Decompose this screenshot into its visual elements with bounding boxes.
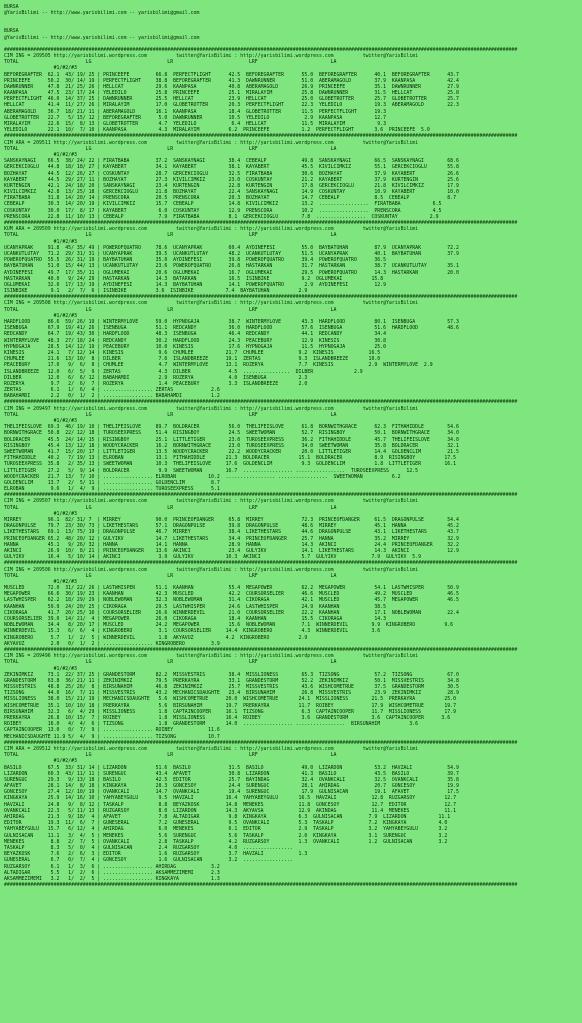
table-row: LIKETHESTARS 69.1 13/ 75/ 19 | DRAGONPULSE 46.7 MIRREY 38.4 LIKETHESTARS 44.6 DRAGONPULSE 43.1 LIKETHESTARS 43.7 (4, 529, 459, 536)
separator-line: ################################################################################################################################################################################ (4, 220, 518, 226)
table-row: RISINGBOY 45.4 13/ 12/ 18 | WOODYCRACKER 16.2 BORNWITHGRACE 23.0 TUROSEEXPRESS 34.0 SWEETWOMAN 35.8 BOLDRACER 32.1 (4, 442, 459, 449)
table-row: UCANYAPRAK 91.8 45/ 35/ 49 | POWEROFQUATRO 78.6 UCANYAPRAK 60.4 AYDINEFESI 55.0 BAYBATUHAN 87.9 UCANYAPRAK 72.2 (4, 244, 459, 251)
table-row: MIRREY 96.1 82/ 31/ 7 | MIRREY 90.0 PRINCEOFDANGER 65.8 MIRREY 72.3 PRINCEOFDANGER 61.5 DRAGONPULSE 54.4 (4, 517, 459, 523)
table-row: COSKUNTAY 30.0 17/ 8/ 17 | KAYABERT 6.0 COSKUNTAY 12.9 PRENSCORA 10.2 ................. PRENSCORA 4.5 (4, 207, 442, 214)
separator-line: ################################################################################################################################################################################ (4, 46, 518, 53)
table-row: ABERAMAGOLD 36.7 18/ 21/ 11 | ABERAMAGOLD 16.1 KAANPASA 18.4 GLOBETROTTER 11.5 PERFECTFLIGHT 19.3 (4, 108, 387, 115)
section-title: CIM ING = 209496 http://yarisbilimi.wordpress.com twitter@YarisBilimi : http://yarisbilimi.wordpress.com twitter@YarisBilimi (4, 653, 419, 660)
table-row: GERCEKCIOGLU 44.8 18/ 18/ 27 | KAYABERT 34.1 KAYABERT 38.1 KAYABERT 45.5 KIVILCIMKIZ 55.1 GERCEKCIOGLU 55.8 (4, 164, 459, 171)
table-row: #1/#2/#3 (4, 418, 77, 424)
table-row: LIZARDON 60.3 43/ 11/ 11 | SURENGUC 43.4 AFAVET 30.8 LIZARDON 41.3 BASILO 43.5 BASILO 39.7 (4, 770, 459, 777)
table-row: ELROBAN 9.6 1/ 4/ 9 | ................. TUROSEEXPRESS 5.1 (4, 486, 220, 493)
table-row: GULYIKV 16.4 5/ 10/ 14 | AKINCI 3.9 GULYIKV 10.3 AKINCI 5.7 GULYIKV 7.9 GULYIKV 5.9 (4, 554, 422, 561)
table-row: MUSCLED 72.0 31/ 22/ 26 | LASTWHISPER 51.1 KAANHAN 55.4 MEGAPOWER 62.2 MEGAPOWER 54.1 LASTWHISPER 50.9 (4, 585, 459, 592)
table-row: MISSVESTRIS 48.8 25/ 26/ 8 | BIRSUNAHIM 46.8 ZEKINIMKIZ 25.7 MISSVESTRIS 43.6 WISHCOMETRUE 37.5 GRANDESTORM 30.5 (4, 684, 459, 691)
section-title: CIM ING = 209505 http://yarisbilimi.wordpress.com twitter@YarisBilimi : http://yarisbilimi.wordpress.com twitter@YarisBilimi (4, 52, 419, 59)
table-row: WOODYCRACKER 21.7 13/ 7/ 10 | ................. ELROBAN 10.2 ................. ................. SWEETWOMAN 6.2 (4, 473, 401, 480)
table-row: FIRATBABA 31.8 14/ 20/ 14 | PRENSCORA 20.5 PRENSCORA 20.3 BOZHAYAT 14.7 CEBEALP 8.5 CEBEALP 8.7 (4, 195, 457, 202)
separator-line: ################################################################################################################################################################################ (4, 294, 518, 301)
race-section (4, 492, 578, 560)
table-row: GUNESERAL 6.7 0/ 7/ 4 | GONCESOY 1.6 GULNISACAN 3.2 ................. (4, 857, 293, 864)
section-column-header: TOTAL LG LR LRF LA (4, 232, 337, 239)
table-row: ALTADIGAR 5.5 1/ 2/ 6 | ................. AKSAMMEZIMEMI 2.3 (4, 869, 220, 876)
race-section (4, 560, 578, 647)
table-row: AKSAMMEZIMEMI 3.2 1/ 2/ 5 | ................. KINGKAYA 1.3 (4, 875, 220, 882)
section-column-header: TOTAL LG LR LRF LA (4, 572, 337, 579)
table-row: KAANPASA 47.5 23/ 17/ 24 | YELEDILO 25.8 PRINCEEFE 25.1 MIRALAYIM 25.8 DAWNRUNNER 31.5 HELLCAT 25.8 (4, 90, 459, 97)
table-row: LITTLETIGER 27.2 5/ 9/ 14 | BOLDRACER 9.9 SWEETWOMAN 16.7 ................. ................. TUROSEEXPRESS 12.5 (4, 467, 419, 474)
table-row: #1/#2/#3 (4, 665, 77, 672)
table-row: REDCANDY 64.7 19/ 43/ 30 | HARDFLOOD 48.3 ISENBUGA 46.4 REDCANDY 44.1 REDCANDY 34.4 (4, 331, 387, 338)
separator-line: ################################################################################################################################################################################ (4, 646, 518, 653)
table-row: WISHCOMETRUE 35.1 10/ 10/ 18 | PRERKAYRA 5.6 BIRSUNAHIM 19.7 PRERKAYRA 11.7 ROIBEY 17.9 WISHCOMETRUE 19.7 (4, 702, 457, 709)
table-row: TUROSEEXPRESS 35.8 2/ 35/ 13 | SWEETWOMAN 10.3 THELIFEISLOVE 17.6 GOLDENCLIM 9.3 GOLDENCLIM 1.8 LITTLETIGER 16.1 (4, 461, 457, 468)
table-row: SURENGUC 29.3 9/ 13/ 18 | BASILO 42.5 EDITOR 25.7 BAYINDAG 32.4 OVANKCALI 32.5 OVANKCALI 35.8 (4, 776, 459, 783)
table-row: ZEKINIMKIZ 73.1 22/ 37/ 25 | GRANDESTORM 82.2 MISSVESTRIS 38.4 MISSLIONESS 65.3 TIZSONG 57.2 TIZSONG 67.0 (4, 671, 459, 678)
table-row: CAPTAINCOOPER 13.0 0/ 7/ 9 | ................. ROIBEY 11.6 (4, 727, 220, 734)
section-title: KUM ARA = 209509 http://yarisbilimi.wordpress.com twitter@YarisBilimi : http://yarisbilimi.wordpress.com twitter@YarisBilimi (4, 226, 419, 233)
table-row: PRERKAYRA 26.8 10/ 15/ 7 | ROIBEY 1.8 MISSLIONESS 16.4 ROIBEY 3.6 GRANDESTORM 3.6 CAPTAINCOOPER 3.6 (4, 715, 451, 721)
table-row: GOLDENCLIM 13.7 2/ 5/ 11 | ................. GOLDENCLIM 8.7 (4, 479, 220, 486)
table-row: TASKALP 8.3 5/ 0/ 4 | GULNISACAN 2.4 RUZGARSOY 4.0 ................. (4, 844, 293, 851)
section-column-header: TOTAL LG LR LRF LA (4, 504, 337, 511)
table-row: YAHYABEYGULU 15.7 6/ 12/ 4 | AHIRDAG 6.0 MENEKES 6.1 EDITOR 2.9 TASKALP 3.2 YAHYABEYGULU 3.2 (4, 826, 448, 833)
table-row: POWEROFQUATRO 55.5 26/ 31/ 19 | BAYBATUHAN 35.0 AYDINEFESI 39.8 POWEROFQUATRO 39.4 POWEROFQUATRO 36.5 (4, 257, 387, 264)
table-row: KIVILCIMKIZ 42.8 13/ 25/ 18 | GERCEKCIOGLU 21.8 BOZHAYAT 22.4 SANSKAYNAGI 14.9 COSKUNTAY 10.9 KAYABERT 10.0 (4, 189, 459, 196)
table-row: AKYAVUZ 2.0 0/ 1/ 2 | ................. KINGROBERO 3.9 (4, 640, 220, 647)
race-sections (4, 47, 578, 889)
table-row: SANSKAYNAGI 66.5 38/ 24/ 22 | FIRATBABA 37.2 SANSKAYNAGI 38.4 CEBEALP 49.8 SANSKAYNAGI 66.5 SANSKAYNAGI 68.6 (4, 158, 459, 165)
table-row: BIRSUNAHIM 32.3 6/ 4/ 29 | MISSLIONESS 1.8 CAPTAINCOOPER 16.1 TIZSONG 6.3 CAPTAINCOOPER 11.7 MISSLIONESS 17.9 (4, 708, 457, 715)
table-row: DRAGONPULSE 79.7 23/ 30/ 73 | LIKETHESTARS 57.1 DRAGONPULSE 39.8 DRAGONPULSE 48.6 MIRREY 45.1 HANNA 45.2 (4, 523, 459, 530)
table-row: SWEETWOMAN 41.7 15/ 20/ 17 | LITTLETIGER 13.5 WOODYCRACKER 22.2 WOODYCRACKER 20.0 LITTLETIGER 14.4 GOLDENCLIM 21.5 (4, 448, 459, 455)
table-row: GLOBETROTTER 22.7 5/ 15/ 12 | BEFOREGRAFTER 5.0 DAWNRUNNER 10.5 YELEDILO 2.9 KAANPASA 12.7 (4, 114, 387, 121)
section-column-header: TOTAL LG LR LRF LA (4, 411, 337, 418)
separator-line: ################################################################################################################################################################################ (4, 739, 518, 746)
table-row: WINTERMYLOVE 48.3 27/ 18/ 24 | REDCANDY 30.2 HARDFLOOD 24.3 PEACEBURY 12.9 KINESIS 30.8 (4, 337, 387, 344)
table-row: ROIBEY 16.0 4/ 4/ 6 | TIZSONG 1.8 GRANDESTORM 14.0 ................. ................. BIRSUNAHIM 3.6 (4, 721, 419, 728)
section-title: CIM ING = 209506 http://yarisbilimi.wordpress.com twitter@YarisBilimi : http://yarisbilimi.wordpress.com twitter@YarisBilimi (4, 566, 419, 573)
race-section (4, 294, 578, 399)
subheader-city: BURSA (4, 28, 19, 35)
table-row: #1/#2/#3 (4, 238, 77, 245)
separator-line: ################################################################################################################################################################################ (4, 492, 518, 499)
table-row: BOLDRACER 45.5 24/ 14/ 15 | RISINGBOY 25.1 LITTLETIGER 23.0 TUROSEEXPRESS 36.2 FITHAHIDDLE 45.7 THELIFEISLOVE 34.0 (4, 436, 459, 443)
table-row: HASTARKAN 40.0 9/ 24/ 29 | HASTARKAN 14.3 BATARKAN 16.5 ISINBIKE 9.2 OGLUMEKAI 15.8 (4, 275, 384, 282)
table-row: GONCESOY 27.4 12/ 10/ 19 | OVANKCALI 14.7 OVANKCALI 19.4 SURENGUC 17.9 GULNISACAN 19.1 AFAVET 17.5 (4, 789, 459, 796)
table-row: MEGAPOWER 66.6 30/ 19/ 23 | KAANHAN 42.3 MUSCLED 42.2 COURSORSELIER 46.6 MUSCLED 49.2 MUSCLED 46.5 (4, 591, 459, 598)
table-row: PRENSCORA 22.8 11/ 10/ 13 | CEBEALP 7.9 FIRATBABA 8.1 GERCEKCIOGLU 7.8 ................. COSKUNTAY 2.9 (4, 213, 439, 220)
table-row: UCANKUTLUTAY 71.2 29/ 31/ 31 | UCANYAPRAK 39.5 UCANKUTLUTAY 48.2 UCANKUTLUTAY 51.5 UCANYAPRAK 40.1 BAYBATUHAN 37.9 (4, 250, 459, 257)
section-column-header: TOTAL LG LR LRF LA (4, 145, 337, 152)
table-row: KINESIS 24.1 7/ 12/ 14 | KINESIS 9.6 CHUMLEE 21.7 CHUMLEE 9.2 KINESIS 16.5 (4, 349, 381, 356)
table-row: EDITOR 19.3 11/ 6/ 7 | GUNESERAL 7.2 GUNESERAL 9.5 OVANKCALI 5.3 TASKALP 7.2 KINGKAYA 4.0 (4, 820, 448, 827)
table-row: TIZSONG 44.0 16/ 7/ 11 | MISSVESTRIS 43.2 MECHANICSDAUGHTE 23.4 BIRSUNAHIM 26.8 MISSVESTRIS 23.9 ZEKINIMKIZ 28.9 (4, 690, 459, 697)
table-row: DILBER 12.0 6/ 6/ 12 | BABAHAMDI 2.9 ROZERYA 4.0 ISENBUGA 2.3 (4, 374, 308, 381)
table-row: CEBEALP 30.3 14/ 20/ 19 | KIVILCIMKIZ 15.7 CEBEALP 14.8 KIVILCIMKIZ 13.2 ................. FIRATBABA 6.5 (4, 201, 442, 208)
table-row: BAYBATUHAN 51.0 15/ 44/ 13 | UCANKUTLUTAY 23.6 POWEROFQUATRO 26.8 HASTARKAN 31.7 HASTARKAN 38.7 UCANKUTLUTAY 35.1 (4, 263, 459, 270)
section-title: CIM ARA = 209512 http://yarisbilimi.wordpress.com twitter@YarisBilimi : http://yarisbilimi.wordpress.com twitter@YarisBilimi (4, 745, 419, 752)
table-row: WINNERDEVIL 15.3 6/ 6/ 4 | KINGROBERO 3.1 COURSORSELIER 14.4 KINGROBERO 4.3 WINNERDEVIL 3.6 (4, 628, 381, 635)
separator-line: ################################################################################################################################################################################ (4, 882, 518, 889)
race-section (4, 133, 578, 220)
table-row: #1/#2/#3 (4, 578, 77, 585)
table-row: PEACEBURY 17.0 9/ 6/ 8 | CHUMLEE 4.7 WINTERMYLOVE 13.1 ROZERYA 7.7 KINESIS 2.9 WINTERMYLOVE 2.9 (4, 362, 433, 369)
section-title: CIM ING = 209497 http://yarisbilimi.wordpress.com twitter@YarisBilimi : http://yarisbilimi.wordpress.com twitter@YarisBilimi (4, 405, 419, 412)
table-row: NOBLEWOMAN 34.4 8/ 20/ 17 | MUSCLED 24.2 MEGAPOWER 15.6 NOBLEWOMAN 7.1 WINNERDEVIL 9.9 KINGROBERO 9.6 (4, 622, 454, 629)
table-row: ROZERYA 9.7 2/ 6/ 7 | ROZERYA 1.4 PEACEBURY 3.3 ISLANDBREEZE 2.0 (4, 380, 308, 387)
separator-line: ################################################################################################################################################################################ (4, 399, 518, 406)
table-row: YELEDILO 22.1 10/ 7/ 10 | KAANPASA 4.3 MIRALAYIM 6.2 PRINCEEFE 1.2 PERFECTFLIGHT 3.6 PRINCEEFE 5.0 (4, 127, 430, 134)
table-row: AFAVET 28.1 14/ 8/ 18 | KINGKAYA 28.3 GONCESOY 24.4 SURENGUC 28.1 AHIRDAG 20.7 GONCESOY 19.9 (4, 783, 459, 790)
table-row: KAYABERT 44.5 29/ 27/ 11 | BOZHAYAT 27.3 KIVILCIMKIZ 23.0 COSKUNTAY 21.2 KAYABERT 37.9 KURTENGIN 25.6 (4, 176, 459, 183)
table-row: KURTENGIN 42.1 24/ 18/ 20 | SANSKAYNAGI 23.4 KURTENGIN 22.8 KURTENGIN 17.8 GERCEKCIOGLU 21.8 KIVILCIMKIZ 17.9 (4, 182, 459, 189)
table-row: BORNWITHGRACE 50.8 22/ 12/ 18 | TUROSEEXPRESS 51.4 RISINGBOY 24.5 SWEETWOMAN 52.7 RISINGBOY 50.1 BORNWITHGRACE 34.0 (4, 430, 459, 437)
table-row: MENEKES 8.8 2/ 7/ 5 | OVANKCALI 2.8 TASKALP 4.2 RUZGARSOY 1.3 OVANKCALI 1.2 GULNISACAN 3.2 (4, 838, 448, 845)
race-section (4, 740, 578, 882)
table-row: PRINCEEFE 50.2 30/ 14/ 19 | PERFECTFLIGHT 38.8 BEFOREGRAFTER 41.3 DAWNRUNNER 51.0 ABERAMAGOLD 37.9 KAANPASA 42.4 (4, 77, 459, 84)
table-row: OVANKCALI 22.3 5/ 11/ 13 | RUZGARSOY 8.0 LIZARDON 14.3 AKYAVSA 12.9 AKINDAG 11.4 MENEKES 11.1 (4, 807, 457, 814)
race-section (4, 47, 578, 134)
table-row: HAVZALI 24.8 9/ 8/ 12 | TASKALP 8.8 BEYAZKOSK 14.8 MENEKES 11.8 GONCESOY 12.7 EDITOR 12.7 (4, 801, 457, 808)
table-row: #1/#2/#3 (4, 510, 77, 517)
table-row: FITHAHIDDLE 40.2 7/ 19/ 13 | ELROBAN 13.1 FITHAHIDDLE 21.3 BOLDRACER 15.1 BOLDRACER 8.9 RISINGBOY 17.5 (4, 455, 457, 462)
section-column-header: TOTAL LG LR LRF LA (4, 752, 337, 759)
header-city: BURSA (4, 4, 19, 10)
table-row: BEFOREGRAFTER 62.1 43/ 19/ 25 | PRINCEEFE 66.8 PERFECTFLIGHT 42.5 BEFOREGRAFTER 55.0 BEFOREGRAFTER 40.1 BEFOREGRAFTER 43.7 (4, 71, 459, 78)
race-section (4, 647, 578, 740)
table-row: BASILO 67.5 33/ 31/ 14 | LIZARDON 51.6 BASILO 31.5 BASILO 49.0 LIZARDON 53.2 HAVZALI 54.9 (4, 764, 459, 771)
table-row: AHIRDAG 21.3 9/ 18/ 4 | AFAVET 7.8 ALTADIGAR 9.8 KINGKAYA 6.3 GULNISACAN 7.9 LIZARDON 11.1 (4, 814, 451, 820)
table-row: ISENBUGA 67.9 19/ 41/ 26 | ISENBUGA 51.1 REDCANDY 36.0 HARDFLOOD 57.6 ISENBUGA 51.6 HARDFLOOD 48.6 (4, 325, 459, 332)
table-row: OGLUMEKAI 32.6 17/ 13/ 19 | AYDINEFESI 14.3 BAYBATUHAN 14.1 POWEROFQUATRO 2.9 AYDINEFESI 12.9 (4, 281, 387, 288)
table-row: #1/#2/#3 (4, 65, 77, 72)
table-row: MISSLIONESS 38.0 15/ 21/ 19 | MECHANICSDAUGHTE 5.6 WISHCOMETRUE 20.0 WISHCOMETRUE 24.1 MISSLIONESS 21.5 PRERKAYRA 25.0 (4, 696, 457, 703)
table-row: RUZGARSOY 6.1 1/ 3/ 6 | ................. AHIRDAG 3.2 (4, 863, 220, 870)
table-row: AKINCI 26.9 10/ 8/ 21 | PRINCEOFDANGER 13.6 AKINCI 23.4 GULYIKV 14.1 LIKETHESTARS 14.3 AKINCI 12.9 (4, 547, 459, 554)
table-row: BOZHAYAT 44.5 12/ 26/ 27 | COSKUNTAY 28.7 GERCEKCIOGLU 32.5 FIRATBABA 30.6 BOZHAYAT 37.9 KAYABERT 26.6 (4, 170, 459, 177)
race-section (4, 220, 578, 294)
section-title: CIM ING = 209507 http://yarisbilimi.wordpress.com twitter@YarisBilimi : http://yarisbilimi.wordpress.com twitter@YarisBilimi (4, 498, 419, 505)
table-row: LASTWHISPER 62.2 18/ 29/ 29 | NOBLEWOMAN 32.3 NOBLEWOMAN 31.4 CIKORAGA 42.1 MUSCLED 45.7 MEGAPOWER 46.5 (4, 597, 459, 604)
table-row: KINGROBERO 5.7 1/ 2/ 5 | WINNERDEVIL 1.8 AKYAVUZ 4.2 KINGROBERO 2.9 (4, 634, 308, 641)
table-row: AYDINEFESI 49.7 17/ 35/ 11 | OGLUMEKAI 20.6 OGLUMEKAI 16.7 OGLUMEKAI 29.5 POWEROFQUATRO 14.3 HASTARKAN 20.0 (4, 269, 459, 276)
table-row: MECHANICSDAUGHTE 11.9 5/ 4/ 9 | ................. TIZSONG 10.7 (4, 733, 220, 740)
section-column-header: TOTAL LG LR LRF LA (4, 306, 337, 313)
table-row: #1/#2/#3 (4, 312, 77, 319)
subheader-byline: @YarisBilimi -- http://www.yarisbilimi.com -- yarisbilimi@gmail.com (4, 34, 200, 41)
table-row: CIKORAGA 41.7 20/ 25/ 16 | COURSORSELIER 26.6 WINNERDEVIL 21.0 COURSORSELIER 22.2 KAANHAN 17.1 NOBLEWOMAN 22.4 (4, 609, 459, 616)
race-section (4, 399, 578, 492)
table-row: HYPNOGAJA 28.5 14/ 12/ 19 | PEACEBURY 10.0 KINESIS 17.6 HYPNOGAJA 11.5 HYPNOGAJA 25.0 (4, 343, 387, 350)
table-row: KINGKAYA 25.9 14/ 16/ 10 | YAHYABEYGULU 9.5 HAVZALI 16.4 YAHYABEYGULU 16.5 HAVZALI 12.8 RUZGARSOY 12.7 (4, 795, 457, 802)
table-row: THELIFEISLOVE 69.3 46/ 19/ 10 | THELIFEISLOVE 89.7 BOLDRACER 56.0 THELIFEISLOVE 61.8 BORNWITHGRACE 62.3 FITHAHIDDLE 54.6 (4, 424, 459, 431)
table-row: ZERTAS 6.1 1/ 6/ 4 | ................. ZERTAS 2.6 (4, 387, 220, 394)
table-row: KAANHAN 59.9 24/ 20/ 25 | CIKORAGA 29.5 LASTWHISPER 24.6 LASTWHISPER 24.9 KAANHAN 38.5 (4, 603, 387, 610)
table-row: BEYAZKOSK 7.6 2/ 6/ 3 | EDITOR 1.6 RUZGARSOY 3.7 HAVZALI 1.3 (4, 851, 308, 858)
table-row: HELLCAT 41.4 11/ 27/ 26 | MIRALAYIM 17.0 GLOBETROTTER 20.3 PERFECTFLIGHT 22.3 YELEDILO 19.3 ABERAMAGOLD 22.3 (4, 102, 459, 109)
table-row: HANNA 45.1 9/ 26/ 32 | HANNA 14.1 HANNA 28.9 HANNA 14.3 AKINCI 24.4 PRINCEOFDANGER 32.2 (4, 541, 459, 548)
section-column-header: TOTAL LG LR LRF LA (4, 659, 337, 666)
separator-line: ################################################################################################################################################################################ (4, 560, 518, 567)
table-row: HARDFLOOD 86.6 59/ 26/ 19 | WINTERMYLOVE 59.0 HYPNOGAJA 38.7 WINTERMYLOVE 43.3 HARDFLOOD 80.1 ISENBUGA 57.3 (4, 319, 459, 325)
section-column-header: TOTAL LG LR LRF LA (4, 59, 337, 66)
separator-line: ################################################################################################################################################################################ (4, 133, 518, 140)
table-row: DAWNRUNNER 47.8 21/ 25/ 26 | HELLCAT 29.6 KAANPASA 40.8 ABERAMAGOLD 26.9 PRINCEEFE 35.1 DAWNRUNNER 27.9 (4, 83, 459, 90)
table-row: #1/#2/#3 (4, 758, 77, 765)
table-row: GULNISACAN 11.1 3/ 4/ 5 | MENEKES 5.6 SURENGUC 5.6 TASKALP 2.0 KINGKAYA 3.1 SURENGUC 3.2 (4, 832, 448, 839)
table-row: CHUMLEE 21.6 13/ 10/ 8 | DILBER 7.6 ISLANDBREEZE 19.1 ZERTAS 9.3 ISLANDBREEZE 10.0 (4, 356, 381, 363)
table-row: PERFECTFLIGHT 46.0 14/ 37/ 25 | DAWNRUNNER 25.5 HELLCAT 23.9 HELLCAT 25.0 GLOBETROTTER 25.7 GLOBETROTTER 25.7 (4, 96, 459, 103)
section-title: CIM ARA = 209511 http://yarisbilimi.wordpress.com twitter@YarisBilimi : http://yarisbilimi.wordpress.com twitter@YarisBilimi (4, 139, 419, 146)
header-byline: @YarisBilimi -- http://www.yarisbilimi.com -- yarisbilimi@gmail.com (4, 10, 200, 17)
table-row: #1/#2/#3 (4, 151, 77, 158)
table-row: GRANDESTORM 63.8 36/ 21/ 11 | ZEKINIMKIZ 79.5 PRERKAYRA 33.1 GRANDESTORM 52.2 ZEKINIMKIZ 50.1 MISSVESTRIS 34.8 (4, 677, 459, 684)
table-row: PRINCEOFDANGER 65.2 48/ 20/ 12 | GULYIKV 14.7 LIKETHESTARS 34.4 PRINCEOFDANGER 25.7 HANNA 35.2 MIRREY 32.9 (4, 535, 459, 542)
table-row: ISINBIKE 9.1 2/ 7/ 6 | ISINBIKE 3.6 ISINBIKE 7.4 BAYBATUHAN 2.9 (4, 288, 308, 295)
section-title: CIM ING = 209508 http://yarisbilimi.wordpress.com twitter@YarisBilimi : http://yarisbilimi.wordpress.com twitter@YarisBilimi (4, 300, 419, 307)
table-row: ISLANDBREEZE 12.0 6/ 5/ 9 | ZERTAS 4.3 DILBER 4.5 ................ DILBER 2.9 (4, 368, 363, 375)
table-row: BABAHAMDI 2.2 0/ 1/ 2 | ................. BABAHAMDI 1.2 (4, 393, 220, 400)
table-row: COURSORSELIER 39.0 14/ 21/ 4 | MEGAPOWER 26.0 CIKORAGA 18.4 KAANHAN 15.5 CIKORAGA 14.3 (4, 616, 387, 622)
table-row: MIRALAYIM 22.6 15/ 8/ 13 | GLOBETROTTER 4.7 YELEDILO 6.4 HELLCAT 11.5 MIRALAYIM 9.3 (4, 121, 387, 127)
